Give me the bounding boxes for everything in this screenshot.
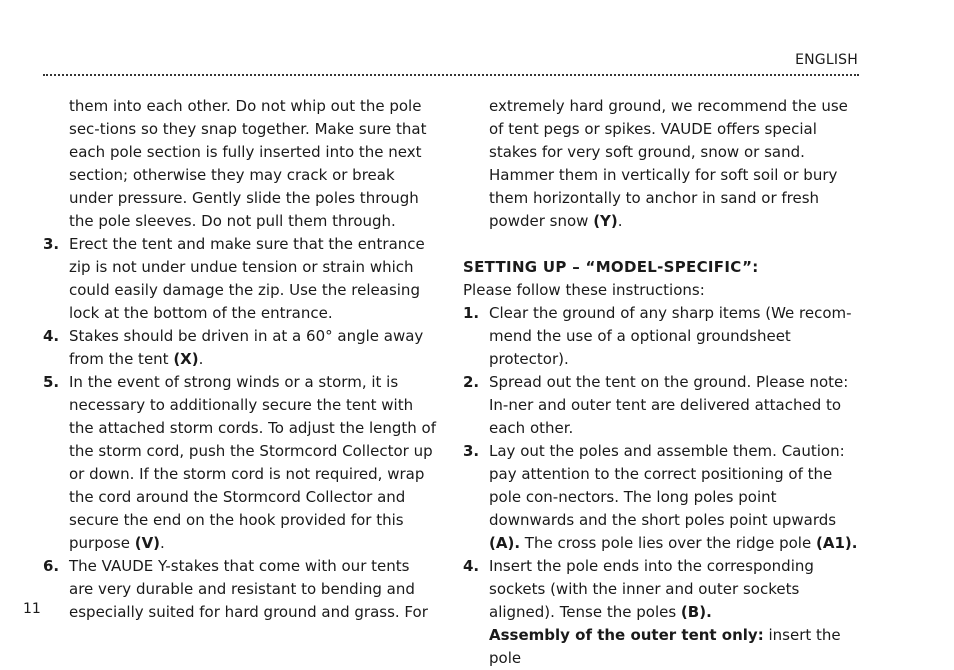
list-item [43,555,438,624]
subsection-text: insert the pole [489,626,841,667]
list-item [43,233,438,325]
item-number: 2. [463,373,480,391]
left-column [43,95,438,624]
dotted-divider [43,74,859,76]
list-item [463,555,863,670]
item-reference: (B). [680,603,712,621]
item-number: 5. [43,373,60,391]
list-item [43,325,438,371]
page-number: 11 [23,601,41,617]
item-reference: (V) [134,534,161,552]
item-number: 3. [463,442,480,460]
item-number: 3. [43,235,60,253]
item-tail: . [198,350,204,368]
item-text: Insert the pole ends into the corresponding sockets (with the inner and outer sockets aligned). Tense the poles [489,557,814,621]
item-number: 4. [463,557,480,575]
list-item [463,302,863,371]
item-number: 6. [43,557,60,575]
list-item [463,440,863,555]
continuation-paragraph: them into each other. Do not whip out the pole sec-tions so they snap together. Make sure that each pole section is fully inserted into the next section; otherwise they may crack or break under pressure. Gently slide the poles through the pole sleeves. Do not pull them through. [69,97,427,230]
item-text: Erect the tent and make sure that the entrance zip is not under undue tension or strain which could easily damage the zip. Use the releasing lock at the bottom of the entrance. [69,235,425,322]
subsection-label: Assembly of the outer tent only: [489,626,764,644]
item-text: Stakes should be driven in at a 60° angle away from the tent [69,327,424,368]
continuation-tail: . [617,212,623,230]
section-heading: SETTING UP – “MODEL-SPECIFIC”: [463,258,759,276]
item-tail: . [160,534,165,552]
item-reference: (A). [489,534,521,552]
continuation-paragraph [463,95,863,233]
list-item [43,371,438,555]
item-text: Spread out the tent on the ground. Please note: In-ner and outer tent are delivered attached to each other. [489,373,849,437]
item-text: Clear the ground of any sharp items (We recom-mend the use of a optional groundsheet protector). [489,304,852,368]
list-item [463,371,863,440]
item-number: 4. [43,327,60,345]
item-number: 1. [463,304,480,322]
item-text: The VAUDE Y-stakes that come with our tents are very durable and resistant to bending and especially suited for hard ground and grass. For [69,557,428,621]
section-intro: Please follow these instructions: [463,281,705,299]
right-column [463,95,863,670]
item-reference: (A1). [815,534,858,552]
item-text: In the event of strong winds or a storm, it is necessary to additionally secure the tent with the attached storm cords. To adjust the length of the storm cord, push the Stormcord Collector up or down. If the storm cord is not required, wrap the cord around the Stormcord Collector and secure the end on the hook provided for this purpose [69,373,436,552]
item-text-continued: The cross pole lies over the ridge pole [520,534,816,552]
continuation-reference: (Y) [593,212,618,230]
item-reference: (X) [173,350,199,368]
language-label: ENGLISH [795,52,858,68]
item-text: Lay out the poles and assemble them. Caution: pay attention to the correct positioning of the pole con-nectors. The long poles point downwards and the short poles point upwards [489,442,845,529]
continuation-text: extremely hard ground, we recommend the use of tent pegs or spikes. VAUDE offers special stakes for very soft ground, snow or sand. Hammer them in vertically for soft soil or bury them horizontally to anchor in sand or fresh powder snow [489,97,848,230]
